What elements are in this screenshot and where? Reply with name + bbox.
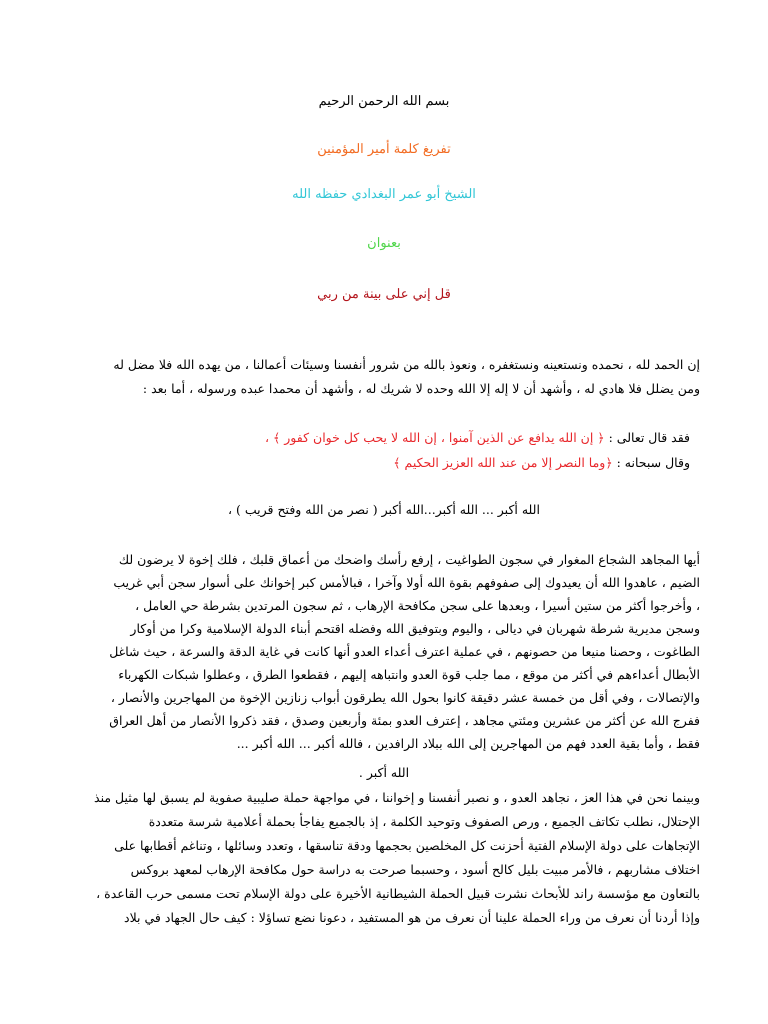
paragraph-line: ومن يضلل فلا هادي له ، وأشهد أن لا إله إلا الله وحده لا شريك له ، وأشهد أن محمدا عبده ورسوله ، أما بعد :: [142, 381, 700, 396]
basmala: بسم الله الرحمن الرحيم: [318, 94, 450, 109]
paragraph-line: الإتجاهات على دولة الإسلام الفتية أحزنت كل المخلصين بحجمها ودقة تناسقها ، وتعدد وسائلها ، وتناغم أقطابها على: [114, 838, 700, 853]
subject-label: بعنوان: [367, 236, 401, 251]
document-title: تفريغ كلمة أمير المؤمنين: [317, 142, 451, 157]
paragraph-line: بالتعاون مع مؤسسة راند للأبحاث نشرت قبيل الحملة الشيطانية الأخيرة على دولة الإسلام تحت مسمى حرب القاعدة ،: [96, 886, 700, 901]
speaker-name: الشيخ أبو عمر البغدادي حفظه الله: [292, 187, 476, 202]
subject-title: قل إني على بينة من ربي: [317, 287, 451, 302]
paragraph-line: ففرج الله عن أكثر من عشرين ومئتي مجاهد ، إعترف العدو بمئة وأربعين وصدق ، فقد ذكروا الأنصار من أهل العراق: [109, 713, 700, 728]
paragraph-line: وبينما نحن في هذا العز ، نجاهد العدو ، و نصبر أنفسنا و إخواننا ، في مواجهة حملة صليبية صفوية لم يسبق لها مثيل منذ: [94, 790, 700, 805]
paragraph-line: وسجن مديرية شرطة شهربان في ديالى ، واليوم وبتوفيق الله وفضله اقتحم أبناء الدولة الإسلامية وكرا من أوكار: [130, 621, 700, 636]
verse-2: [393, 455, 690, 470]
paragraph-3: [78, 786, 700, 930]
paragraph-2-end: الله أكبر .: [358, 765, 410, 780]
verse-2-prefix: وقال سبحانه :: [616, 455, 690, 470]
paragraph-line: الإحتلال، نطلب تكاتف الجميع ، ورص الصفوف وتوحيد الكلمة ، إذ بالجميع يفاجأ بحملة أعلامية شرسة متعددة: [148, 814, 700, 829]
paragraph-line: أيها المجاهد الشجاع المغوار في سجون الطواغيت ، إرفع رأسك واضحك من أعماق قلبك ، فلك إخوة لا يرضون لك: [118, 552, 700, 567]
takbir-line: الله أكبر ... الله أكبر...الله أكبر ( نصر من الله وفتح قريب ) ،: [228, 502, 540, 517]
verse-1-prefix: فقد قال تعالى :: [608, 430, 690, 445]
intro-paragraph: [78, 353, 700, 401]
paragraph-line: الضيم ، عاهدوا الله أن يعيدوك إلى صفوفهم بقوة الله أولا وآخرا ، فبالأمس كبر إخوانك على أسوار سجن أبي غريب: [113, 575, 700, 590]
paragraph-line: ، وأخرجوا أكثر من ستين أسيرا ، وبعدها على سجن مكافحة الإرهاب ، ثم سجون المرتدين بشرطة حي العامل ،: [135, 598, 700, 613]
verse-1: [265, 430, 690, 445]
paragraph-line: اختلاف مشاربهم ، فالأمر مبيت بليل كالح أسود ، وحسبما صرحت به دراسة حول مكافحة الإرهاب لمعهد بروكس: [130, 862, 700, 877]
verse-2-text: ﴿وما النصر إلا من عند الله العزيز الحكيم ﴾: [393, 455, 613, 470]
paragraph-line: الطاغوت ، وحصنا منيعا من حصونهم ، في عملية اعترف أعداء العدو أنها كانت في غاية الدقة والسرعة ، حيث شاغل: [109, 644, 700, 659]
paragraph-line: إن الحمد لله ، نحمده ونستعينه ونستغفره ، ونعوذ بالله من شرور أنفسنا وسيئات أعمالنا ، من يهده الله فلا مضل له: [113, 357, 700, 372]
paragraph-line: وإذا أردنا أن نعرف من وراء الحملة علينا أن نعرف من هو المستفيد ، دعونا نضع تساؤلا : كيف حال الجهاد في بلاد: [124, 910, 700, 925]
paragraph-line: فقط ، وأما بقية العدد فهم من المهاجرين إلى الله ببلاد الرافدين ، فالله أكبر ... الله أكبر ...: [236, 736, 700, 751]
paragraph-line: الأبطال أعداءهم في أكثر من موقع ، مما جلب قوة العدو وانتباهه إليهم ، فقطعوا الطرق ، وعطلوا شبكات الكهرباء: [118, 667, 700, 682]
verse-1-text: ﴿ إن الله يدافع عن الذين آمنوا ، إن الله لا يحب كل خوان كفور ﴾ ،: [264, 430, 605, 445]
paragraph-2: [78, 548, 700, 755]
paragraph-line: والإتصالات ، وفي أقل من خمسة عشر دقيقة كانوا بحول الله يطرقون أبواب زنازين الإخوة من المهاجرين والأنصار ،: [110, 690, 700, 705]
